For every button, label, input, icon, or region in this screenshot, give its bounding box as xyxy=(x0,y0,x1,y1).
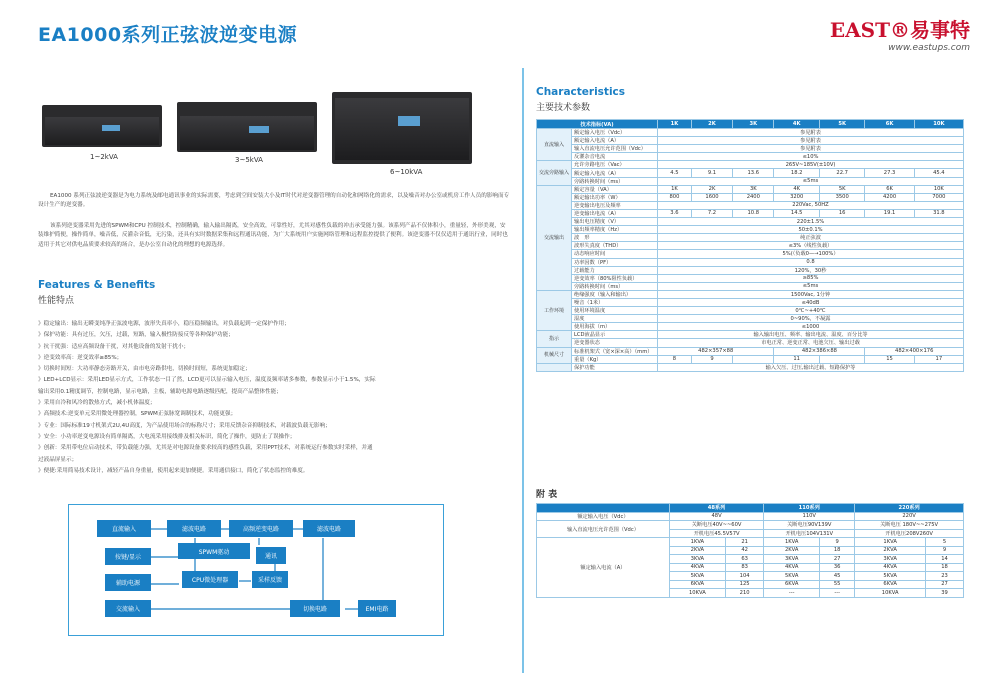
diagram-block-sample-feedback: 采样反馈 xyxy=(252,571,288,588)
spec-value: 7.2 xyxy=(691,209,732,217)
brand-block xyxy=(830,14,970,53)
diagram-block-dc-input: 直流输入 xyxy=(97,520,151,537)
appendix-value: 55 xyxy=(820,580,855,589)
appendix-value: 220V xyxy=(855,512,964,521)
spec-value: 0~90%，不凝露 xyxy=(658,315,964,323)
feature-item: 》逆变效率高：逆变效率≥85%； xyxy=(38,354,123,361)
spec-row xyxy=(537,193,964,201)
spec-value xyxy=(733,355,774,363)
spec-value: 265V~185V(±10V) xyxy=(658,161,964,169)
appendix-value: 5KVA xyxy=(669,572,725,581)
spec-value: 11 xyxy=(774,355,819,363)
spec-value: 参见附表 xyxy=(658,129,964,137)
spec-value: 3200 xyxy=(774,193,819,201)
appendix-row xyxy=(537,512,964,521)
appendix-title: 附 表 xyxy=(536,490,558,500)
spec-header-cell: 技术指标(VA) xyxy=(537,120,658,129)
appendix-value: 110V xyxy=(764,512,855,521)
appendix-value: 14 xyxy=(926,555,964,564)
product-image-6-10kva xyxy=(332,92,472,164)
spec-table xyxy=(536,119,964,372)
product-image-1-2kva xyxy=(42,105,162,147)
appendix-value: 3KVA xyxy=(855,555,926,564)
spec-value: 1500Vac, 1分钟 xyxy=(658,290,964,298)
appendix-value: 1KVA xyxy=(764,538,820,547)
appendix-header-cell: 48系列 xyxy=(669,504,764,513)
feature-item: 》采用自冷和风冷的散热方式，减小机体温度； xyxy=(38,400,156,407)
column-divider xyxy=(522,68,524,673)
characteristics-heading xyxy=(536,86,625,113)
features-list xyxy=(38,319,512,477)
product-caption: 3~5kVA xyxy=(235,156,263,164)
spec-row-label: 波形失真度（THD） xyxy=(572,242,658,250)
spec-header-cell: 6K xyxy=(865,120,914,129)
spec-row xyxy=(537,177,964,185)
appendix-value: 6KVA xyxy=(669,580,725,589)
spec-row xyxy=(537,161,964,169)
spec-value: 1600 xyxy=(691,193,732,201)
appendix-value: 1KVA xyxy=(855,538,926,547)
spec-header-cell: 10K xyxy=(914,120,963,129)
appendix-value: 48V xyxy=(669,512,764,521)
spec-value xyxy=(819,355,865,363)
appendix-value: 4KVA xyxy=(764,563,820,572)
intro-paragraph-1: EA1000 系列正弦波逆变器是为电力系统及邮电通讯事业的实际需要，考虑到空间安装大小及IT时代对逆变器管理的自动化和网络化的需求，以及噪音对办公室或机房工作人员的影响而专设计生产的逆变器。 xyxy=(38,193,510,209)
feature-item: 》高频技术:逆变单元采用微处理器控制，SPWM正弦脉宽调制技术，功能更强； xyxy=(38,411,237,418)
spec-value: 0.8 xyxy=(658,258,964,266)
appendix-header-cell: 110系列 xyxy=(764,504,855,513)
spec-group-label: 工作环境 xyxy=(537,290,572,330)
appendix-value: --- xyxy=(764,589,820,598)
spec-row-label: 过载能力 xyxy=(572,266,658,274)
appendix-value: 开机电压104V131V xyxy=(764,529,855,538)
appendix-table xyxy=(536,503,964,598)
feature-item: 》切换时间短：大功率静态旁路开关，由市电旁路供电，切换时间短，系统更加稳定； xyxy=(38,366,251,373)
appendix-value: 39 xyxy=(926,589,964,598)
spec-row xyxy=(537,298,964,306)
appendix-value: 5 xyxy=(926,538,964,547)
spec-value: 45.4 xyxy=(914,169,963,177)
feature-item: 》便捷:采用简易技术设计，减轻产品自身重量，使用起来更加便捷。采用通信接口，简化了状态监控的难度。 xyxy=(38,467,309,474)
appendix-value: 4KVA xyxy=(855,563,926,572)
spec-group-label: 指示 xyxy=(537,331,572,347)
appendix-value: 9 xyxy=(820,538,855,547)
feature-item: 输出采用0.1精度调节，控制电路，显示电路，主板，辅助电源电路逐级匹配，提高产品整体性能； xyxy=(38,388,282,395)
spec-header-cell: 3K xyxy=(733,120,774,129)
spec-row-label: 湿度 xyxy=(572,315,658,323)
spec-value: 5K xyxy=(819,185,865,193)
spec-row-label: 功率因数（PF） xyxy=(572,258,658,266)
spec-row-label: 反灌杂音电流 xyxy=(572,153,658,161)
appendix-value: 2KVA xyxy=(855,546,926,555)
spec-value: 13.6 xyxy=(733,169,774,177)
spec-group-label: 交流输出 xyxy=(537,185,572,290)
spec-value: 3.6 xyxy=(658,209,692,217)
features-title-en: Features & Benefits xyxy=(38,279,156,291)
spec-value: 0℃~+40℃ xyxy=(658,307,964,315)
spec-value: ≤1000 xyxy=(658,323,964,331)
spec-row-label: 逆变器状态 xyxy=(572,339,658,347)
spec-row xyxy=(537,145,964,153)
spec-value: ≤40dB xyxy=(658,298,964,306)
feature-item: 过液晶屏显示； xyxy=(38,456,78,463)
spec-row xyxy=(537,169,964,177)
appendix-header-cell: 220系列 xyxy=(855,504,964,513)
appendix-value: 5KVA xyxy=(855,572,926,581)
spec-value: 16 xyxy=(819,209,865,217)
spec-row xyxy=(537,323,964,331)
spec-value: ≥85% xyxy=(658,274,964,282)
diagram-block-filter-1: 滤波电路 xyxy=(167,520,221,537)
appendix-value: 1KVA xyxy=(669,538,725,547)
diagram-block-cpu: CPU微处理器 xyxy=(182,571,238,588)
spec-value: 4K xyxy=(774,185,819,193)
spec-row-label: 额定输出功率（W） xyxy=(572,193,658,201)
appendix-value: 开机电压45.5V57V xyxy=(669,529,764,538)
appendix-value: 3KVA xyxy=(764,555,820,564)
spec-header-cell: 1K xyxy=(658,120,692,129)
spec-row xyxy=(537,290,964,298)
diagram-block-aux-power: 辅助电源 xyxy=(105,574,151,591)
appendix-row-label: 输入直流电压允许范围（Vdc） xyxy=(537,521,670,538)
spec-group-label: 直流输入 xyxy=(537,129,572,161)
appendix-value: 2KVA xyxy=(669,546,725,555)
appendix-value: 4KVA xyxy=(669,563,725,572)
spec-row xyxy=(537,315,964,323)
appendix-row xyxy=(537,521,964,530)
appendix-value: 关断电压 180V~~275V xyxy=(855,521,964,530)
feature-item: 》LED+LCD显示：采用LED显示方式，工作状态一目了然，LCD更可以显示输入电压，温度及频率诸多参数，参数显示小于1.5%，实际 xyxy=(38,377,376,384)
spec-value: 10K xyxy=(914,185,963,193)
appendix-value: 27 xyxy=(926,580,964,589)
spec-value: 14.5 xyxy=(774,209,819,217)
spec-row xyxy=(537,339,964,347)
product-caption: 1~2kVA xyxy=(90,153,118,161)
spec-row-label: 额定输入电压（Vdc） xyxy=(572,129,658,137)
feature-item: 》安全：小功率逆变电源设有简单隔离，大电流采用接线排及相关标识，简化了操作，更防止了误操作； xyxy=(38,433,296,440)
spec-value: 2400 xyxy=(733,193,774,201)
appendix-value: 6KVA xyxy=(855,580,926,589)
spec-row-label: 输出电压精度（V） xyxy=(572,218,658,226)
spec-value: 5%(（负载0—→100%） xyxy=(658,250,964,258)
spec-value: 9.1 xyxy=(691,169,732,177)
appendix-value: 27 xyxy=(820,555,855,564)
spec-value: 800 xyxy=(658,193,692,201)
appendix-value: 104 xyxy=(725,572,763,581)
spec-value: 市电正常、逆变正常、电池欠压、输出过载 xyxy=(658,339,964,347)
spec-row-label: 波 形 xyxy=(572,234,658,242)
spec-row-label: 输入直流电压允许范围（Vdc） xyxy=(572,145,658,153)
spec-row xyxy=(537,363,964,371)
spec-value: 3K xyxy=(733,185,774,193)
spec-value: 482×357×88 xyxy=(658,347,774,355)
spec-row xyxy=(537,258,964,266)
spec-value: 22.7 xyxy=(819,169,865,177)
spec-value: 482×400×176 xyxy=(865,347,964,355)
spec-value: 3500 xyxy=(819,193,865,201)
spec-row-label: 额定容量（VA） xyxy=(572,185,658,193)
spec-row xyxy=(537,129,964,137)
appendix-row-label: 额定输入电流（A） xyxy=(537,538,670,598)
appendix-value: 9 xyxy=(926,546,964,555)
spec-value: ≤10% xyxy=(658,153,964,161)
appendix-row-label: 额定输入电压（Vdc） xyxy=(537,512,670,521)
spec-row-label: 旁路转换时间（ms） xyxy=(572,177,658,185)
spec-value: 31.8 xyxy=(914,209,963,217)
spec-value: 19.1 xyxy=(865,209,914,217)
spec-value: 6K xyxy=(865,185,914,193)
product-image-3-5kva xyxy=(177,102,317,152)
characteristics-title-cn: 主要技术参数 xyxy=(536,103,591,113)
appendix-value: 6KVA xyxy=(764,580,820,589)
appendix-value: 36 xyxy=(820,563,855,572)
spec-row-label: 额定输入电流（A） xyxy=(572,137,658,145)
appendix-value: 125 xyxy=(725,580,763,589)
spec-value: ≤3%（线性负载） xyxy=(658,242,964,250)
feature-item: 》抗干扰强：适应高频设备干扰，对其他设备的发射干扰小； xyxy=(38,343,190,350)
spec-value: ≤5ms xyxy=(658,282,964,290)
appendix-value: 83 xyxy=(725,563,763,572)
spec-header-row xyxy=(537,120,964,129)
appendix-value: 3KVA xyxy=(669,555,725,564)
spec-row xyxy=(537,201,964,209)
spec-row xyxy=(537,347,964,355)
appendix-value: 开机电压208V260V xyxy=(855,529,964,538)
spec-value: 1K xyxy=(658,185,692,193)
characteristics-title-en: Characteristics xyxy=(536,86,626,98)
spec-value: 18.2 xyxy=(774,169,819,177)
spec-value: 220Vac, 50HZ xyxy=(658,201,964,209)
diagram-block-keypad-display: 按键/显示 xyxy=(105,548,151,565)
spec-row xyxy=(537,355,964,363)
spec-row xyxy=(537,185,964,193)
spec-value: 4200 xyxy=(865,193,914,201)
spec-value: 输入输出电压、频率、输出电流、温度、百分比等 xyxy=(658,331,964,339)
appendix-row xyxy=(537,538,964,547)
intro-paragraph-2: 该系列逆变器采用先进的SPWM和CPU 控制技术，控制精确，输入输出隔离，安全高效，可靠性好，尤其对感性负载的冲击承受能力强。该系列产品不仅体积小，重量轻，外形美观，安装维护简便，操作简单，噪音低，反灌杂音低，无污染，还具有实时数据采集和远程通讯功能，为广大系统用户实施网络管理和远程监控提供了便利。该逆变器不仅仅适用于通讯行业，同时也适用于其它对供电品质要求较高的场合，是办公室自动化的理想的电源选择。 xyxy=(38,223,508,248)
spec-row-label: 逆变输出电压及频率 xyxy=(572,201,658,209)
spec-value: 120%，30秒 xyxy=(658,266,964,274)
spec-row xyxy=(537,242,964,250)
spec-row-label: 使用海拔（m） xyxy=(572,323,658,331)
spec-row-label: LCD液晶显示 xyxy=(572,331,658,339)
spec-value: 纯正弦波 xyxy=(658,234,964,242)
spec-row xyxy=(537,250,964,258)
appendix-value: 5KVA xyxy=(764,572,820,581)
diagram-block-emi: EMI电路 xyxy=(358,600,396,617)
spec-row xyxy=(537,274,964,282)
appendix-value: 2KVA xyxy=(764,546,820,555)
brand-website: www.eastups.com xyxy=(888,43,970,53)
spec-value: 4.5 xyxy=(658,169,692,177)
spec-row xyxy=(537,307,964,315)
appendix-header-row xyxy=(537,504,964,513)
spec-value: 50±0.1% xyxy=(658,226,964,234)
spec-value: 220±1.5% xyxy=(658,218,964,226)
spec-value: 15 xyxy=(865,355,914,363)
page-title: EA1000系列正弦波逆变电源 xyxy=(38,24,298,46)
spec-row xyxy=(537,226,964,234)
appendix-value: 10KVA xyxy=(855,589,926,598)
features-title-cn: 性能特点 xyxy=(38,296,75,306)
appendix-value: 18 xyxy=(926,563,964,572)
feature-item: 》创新：采用带电位启动技术，带负载能力强，尤其是对电源设备要求较高的感性负载，采用PPT技术，对系统运行参数实时采样，并通 xyxy=(38,445,373,452)
spec-value: 7000 xyxy=(914,193,963,201)
spec-value: 9 xyxy=(691,355,732,363)
spec-value: 8 xyxy=(658,355,692,363)
diagram-block-spwm-driver: SPWM驱动 xyxy=(178,543,250,559)
spec-header-cell: 2K xyxy=(691,120,732,129)
spec-group-label xyxy=(537,363,572,371)
spec-row-label: 标准机架式（宽×深×高）（mm） xyxy=(572,347,658,355)
spec-row-label: 绝缘强度（输入和输出） xyxy=(572,290,658,298)
appendix-value: 10KVA xyxy=(669,589,725,598)
spec-value: 27.3 xyxy=(865,169,914,177)
spec-row xyxy=(537,331,964,339)
spec-row xyxy=(537,209,964,217)
spec-value: 17 xyxy=(914,355,963,363)
spec-value: 参见附表 xyxy=(658,145,964,153)
spec-row xyxy=(537,153,964,161)
appendix-value: 210 xyxy=(725,589,763,598)
feature-item: 》专业：国际标准19寸机架式2U,4U高度，为产品使用场合的标称尺寸；采用反馈杂音抑制技术，对载波负载无影响； xyxy=(38,422,331,429)
appendix-value: 18 xyxy=(820,546,855,555)
brand-logo: EAST®易事特 xyxy=(829,18,970,42)
diagram-block-comm: 通讯 xyxy=(256,547,286,564)
appendix-value: 21 xyxy=(725,538,763,547)
spec-value: 2K xyxy=(691,185,732,193)
spec-value: 参见附表 xyxy=(658,137,964,145)
spec-group-label: 机械尺寸 xyxy=(537,347,572,363)
spec-row xyxy=(537,234,964,242)
appendix-value: 关断电压40V~~60V xyxy=(669,521,764,530)
spec-value: 10.8 xyxy=(733,209,774,217)
spec-row-label: 旁路转换时间（ms） xyxy=(572,282,658,290)
appendix-value: --- xyxy=(820,589,855,598)
spec-row-label: 允许旁路电压（Vac） xyxy=(572,161,658,169)
features-heading xyxy=(38,279,155,306)
spec-row xyxy=(537,266,964,274)
spec-row-label: 重量（Kg） xyxy=(572,355,658,363)
diagram-block-hf-inverter: 高频逆变电路 xyxy=(229,520,293,537)
appendix-value: 23 xyxy=(926,572,964,581)
appendix-value: 45 xyxy=(820,572,855,581)
feature-item: 》稳定输出：输出无瞬变纯净正弦波电源，波形失真率小，稳压稳频输出，对负载起到一定保护作用； xyxy=(38,321,290,327)
appendix-value: 63 xyxy=(725,555,763,564)
diagram-block-ac-input: 交流输入 xyxy=(105,600,151,617)
spec-group-label: 交流旁路输入 xyxy=(537,161,572,185)
spec-value: 482×386×88 xyxy=(774,347,865,355)
spec-row-label: 保护功能 xyxy=(572,363,658,371)
diagram-block-filter-2: 滤波电路 xyxy=(303,520,355,537)
spec-value: ≤5ms xyxy=(658,177,964,185)
spec-row xyxy=(537,137,964,145)
appendix-value: 42 xyxy=(725,546,763,555)
spec-value: 输入欠压、过压,输出过载、短路保护等 xyxy=(658,363,964,371)
spec-row xyxy=(537,282,964,290)
appendix-value: 关断电压90V139V xyxy=(764,521,855,530)
spec-row-label: 逆变输出电流（A） xyxy=(572,209,658,217)
feature-item: 》保护功能：具有过压，欠压，过载，短路，输入极性防接反等各种保护功能； xyxy=(38,332,234,339)
diagram-block-switch: 切换电路 xyxy=(290,600,340,617)
spec-row-label: 逆变效率（80%阻性负载） xyxy=(572,274,658,282)
spec-row-label: 使用环境温度 xyxy=(572,307,658,315)
spec-header-cell: 5K xyxy=(819,120,865,129)
spec-header-cell: 4K xyxy=(774,120,819,129)
product-caption: 6~10kVA xyxy=(390,168,423,176)
spec-row-label: 额定输入电流（A） xyxy=(572,169,658,177)
spec-row xyxy=(537,218,964,226)
spec-row-label: 噪音（1米） xyxy=(572,298,658,306)
spec-row-label: 输出频率精度（Hz） xyxy=(572,226,658,234)
appendix-header-cell xyxy=(537,504,670,513)
spec-row-label: 动态响应时间 xyxy=(572,250,658,258)
